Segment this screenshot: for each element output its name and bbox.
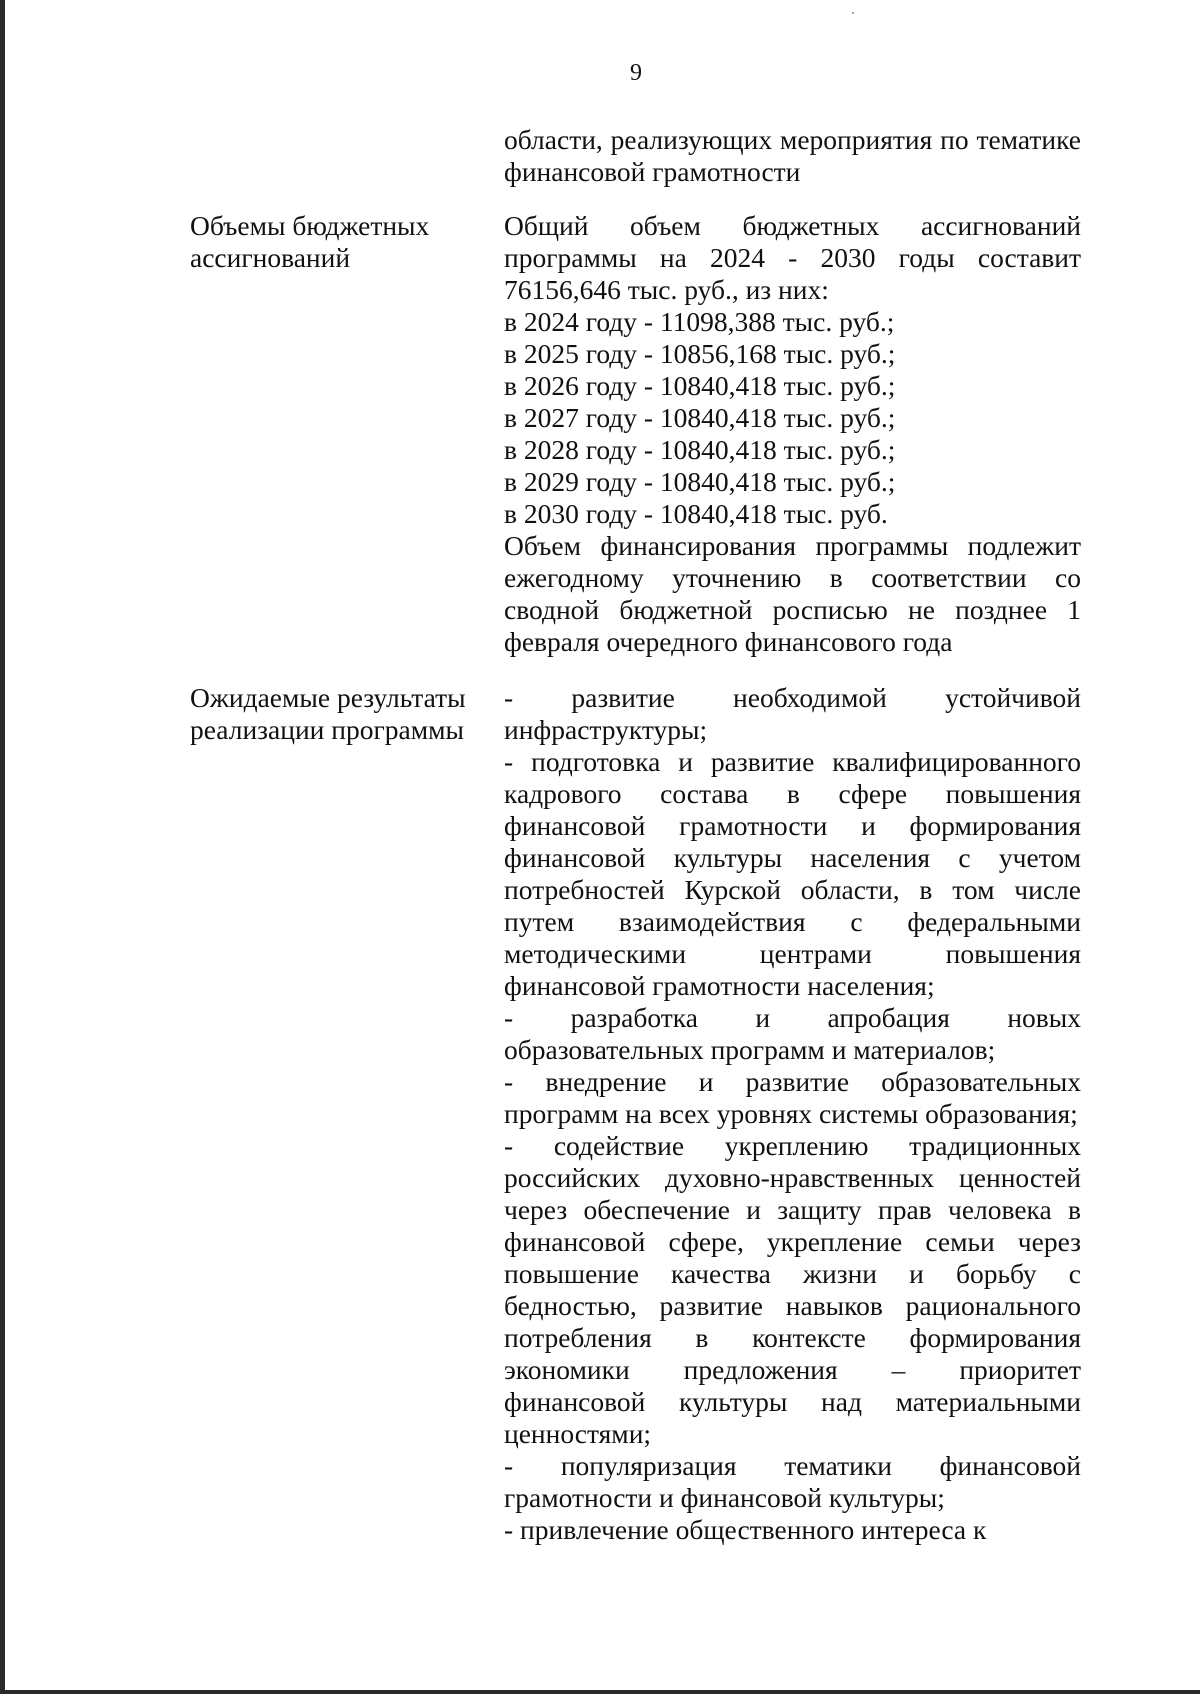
budget-note: Объем финансирования программы подлежит ежегодному уточнению в соответствии со сводной бюджетной росписью не позднее 1 февраля очередного финансового года — [504, 530, 1081, 657]
budget-year-line: в 2030 году - 10840,418 тыс. руб. — [504, 498, 888, 529]
budget-intro: Общий объем бюджетных ассигнований программы на 2024 - 2030 годы составит 76156,646 тыс. руб., из них: — [504, 210, 1081, 305]
row-label-results: Ожидаемые результаты реализации программы — [190, 682, 466, 745]
result-item: - развитие необходимой устойчивой инфраструктуры; — [504, 682, 1081, 745]
budget-year-line: в 2029 году - 10840,418 тыс. руб.; — [504, 466, 896, 497]
result-item: - разработка и апробация новых образовательных программ и материалов; — [504, 1002, 1081, 1065]
row-value-budget — [504, 210, 1081, 658]
result-item: - подготовка и развитие квалифицированного кадрового состава в сфере повышения финансовой грамотности и формирования финансовой культуры населения с учетом потребностей Курской области, в том числе путем взаимодействия с федеральными методическими центрами повышения финансовой грамотности населения; — [504, 746, 1081, 1001]
row-value-results — [504, 682, 1081, 1546]
row-label-budget: Объемы бюджетных ассигнований — [190, 210, 430, 273]
scan-edge-bottom — [0, 1690, 1200, 1694]
budget-year-line: в 2025 году - 10856,168 тыс. руб.; — [504, 338, 896, 369]
scan-edge-left — [0, 0, 5, 1694]
budget-year-line: в 2027 году - 10840,418 тыс. руб.; — [504, 402, 896, 433]
row-value — [504, 124, 1081, 188]
continuation-paragraph: области, реализующих мероприятия по тематике финансовой грамотности — [504, 124, 1081, 187]
budget-year-line: в 2024 году - 11098,388 тыс. руб.; — [504, 306, 895, 337]
budget-year-line: в 2026 году - 10840,418 тыс. руб.; — [504, 370, 896, 401]
result-item: - популяризация тематики финансовой грамотности и финансовой культуры; — [504, 1450, 1081, 1513]
scan-speck — [852, 12, 854, 14]
result-item: - внедрение и развитие образовательных программ на всех уровнях системы образования; — [504, 1066, 1081, 1129]
page-number: 9 — [630, 60, 642, 86]
result-item: - содействие укреплению традиционных российских духовно-нравственных ценностей через обеспечение и защиту прав человека в финансовой сфере, укрепление семьи через повышение качества жизни и борьбу с бедностью, развитие навыков рационального потребления в контексте формирования экономики предложения – приоритет финансовой культуры над материальными ценностями; — [504, 1130, 1081, 1449]
budget-year-line: в 2028 году - 10840,418 тыс. руб.; — [504, 434, 896, 465]
result-item: - привлечение общественного интереса к — [504, 1514, 987, 1545]
